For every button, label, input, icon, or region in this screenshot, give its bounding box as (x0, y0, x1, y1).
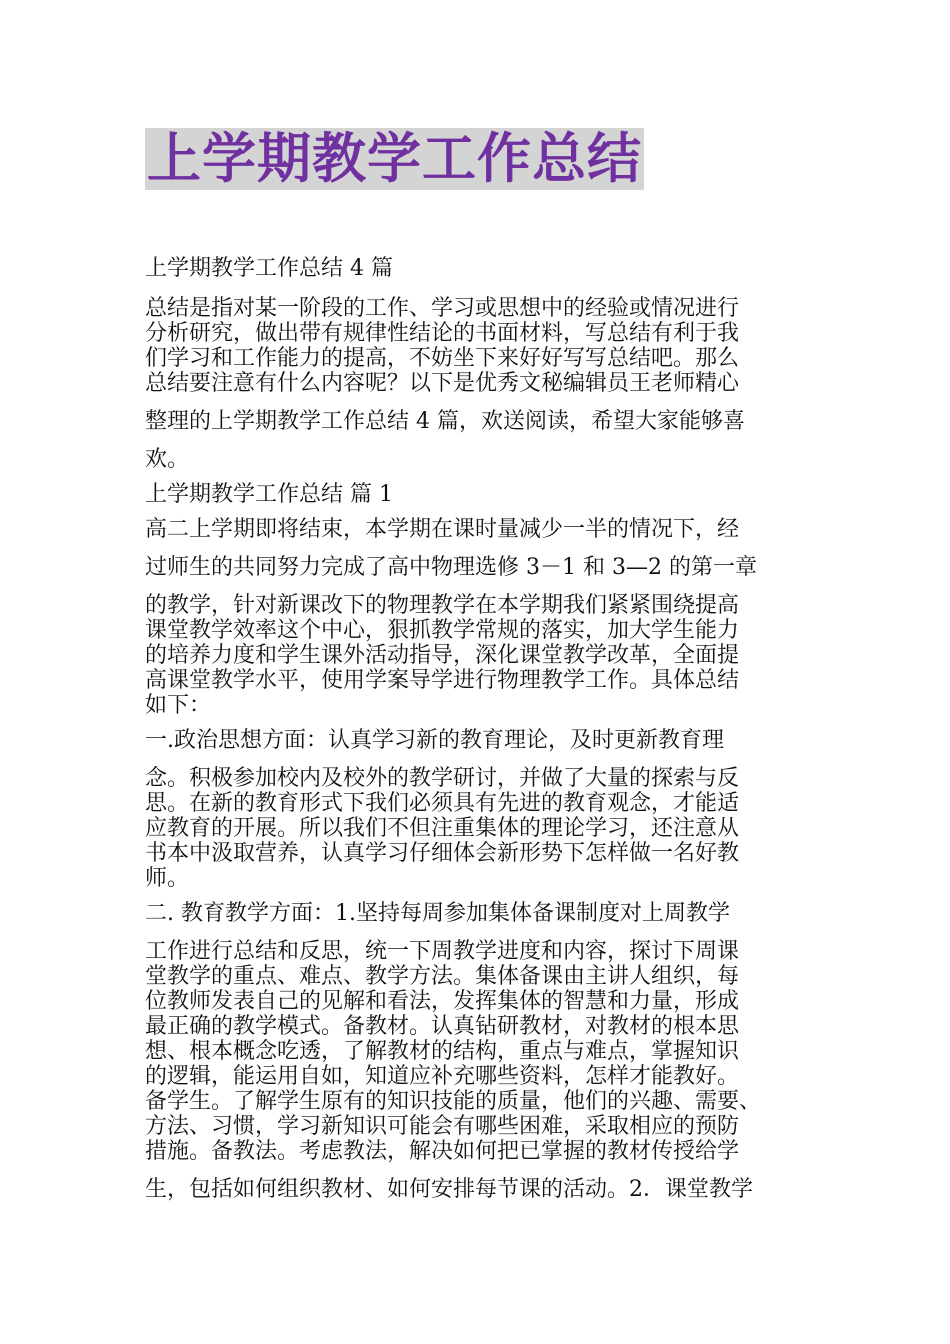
text-line: 生，包括如何组织教材、如何安排每节课的活动。2．课堂教学 (145, 1177, 753, 1202)
text-line: 的逻辑，能运用自如，知道应补充哪些资料，怎样才能教好。 (145, 1064, 740, 1089)
text-line: 高二上学期即将结束，本学期在课时量减少一半的情况下，经 (145, 517, 740, 542)
text-line: 整理的上学期教学工作总结 4 篇，欢送阅读，希望大家能够喜 (145, 409, 745, 434)
text-line: 总结是指对某一阶段的工作、学习或思想中的经验或情况进行 (145, 296, 740, 321)
text-line: 上学期教学工作总结 篇 1 (145, 482, 393, 507)
text-line: 最正确的教学模式。备教材。认真钻研教材，对教材的根本思 (145, 1014, 740, 1039)
paragraph-teaching (145, 901, 810, 1202)
text-line: 师。 (145, 866, 190, 891)
document-body (145, 256, 810, 1202)
paragraph-subtitle (145, 256, 810, 286)
text-line: 的培养力度和学生课外活动指导，深化课堂教学改革，全面提 (145, 643, 740, 668)
text-line: 上学期教学工作总结 4 篇 (145, 256, 393, 281)
paragraph-section-heading (145, 482, 810, 507)
text-line: 高课堂教学水平，使用学案导学进行物理教学工作。具体总结 (145, 668, 740, 693)
text-line: 工作进行总结和反思，统一下周教学进度和内容，探讨下周课 (145, 939, 740, 964)
paragraph-intro (145, 296, 810, 472)
text-line: 思。在新的教育形式下我们必须具有先进的教育观念，才能适 (145, 791, 740, 816)
text-line: 如下： (145, 693, 212, 718)
text-line: 堂教学的重点、难点、教学方法。集体备课由主讲人组织，每 (145, 964, 740, 989)
paragraph-political (145, 728, 810, 891)
text-line: 应教育的开展。所以我们不但注重集体的理论学习，还注意从 (145, 816, 740, 841)
text-line: 的教学，针对新课改下的物理教学在本学期我们紧紧围绕提高 (145, 593, 740, 618)
text-line: 位教师发表自己的见解和看法，发挥集体的智慧和力量，形成 (145, 989, 740, 1014)
text-line: 想、根本概念吃透，了解教材的结构，重点与难点，掌握知识 (145, 1039, 740, 1064)
text-line: 课堂教学效率这个中心，狠抓教学常规的落实，加大学生能力 (145, 618, 740, 643)
text-line: 方法、习惯，学习新知识可能会有哪些困难，采取相应的预防 (145, 1114, 740, 1139)
text-line: 念。积极参加校内及校外的教学研讨，并做了大量的探索与反 (145, 766, 740, 791)
text-line: 书本中汲取营养，认真学习仔细体会新形势下怎样做一名好教 (145, 841, 740, 866)
text-line: 们学习和工作能力的提高，不妨坐下来好好写写总结吧。那么 (145, 346, 740, 371)
text-line: 总结要注意有什么内容呢？以下是优秀文秘编辑员王老师精心 (145, 371, 740, 396)
text-line: 分析研究，做出带有规律性结论的书面材料，写总结有利于我 (145, 321, 740, 346)
text-line: 措施。备教法。考虑教法，解决如何把已掌握的教材传授给学 (145, 1139, 740, 1164)
document-title: 上学期教学工作总结 (147, 127, 642, 190)
text-line: 一.政治思想方面：认真学习新的教育理论，及时更新教育理 (145, 728, 724, 753)
text-line: 过师生的共同努力完成了高中物理选修 3－1 和 3—2 的第一章 (145, 555, 757, 580)
text-line: 备学生。了解学生原有的知识技能的质量，他们的兴趣、需要、 (145, 1089, 762, 1114)
text-line: 欢。 (145, 447, 190, 472)
text-line: 二. 教育教学方面：1.坚持每周参加集体备课制度对上周教学 (145, 901, 730, 926)
paragraph-overview (145, 517, 810, 718)
